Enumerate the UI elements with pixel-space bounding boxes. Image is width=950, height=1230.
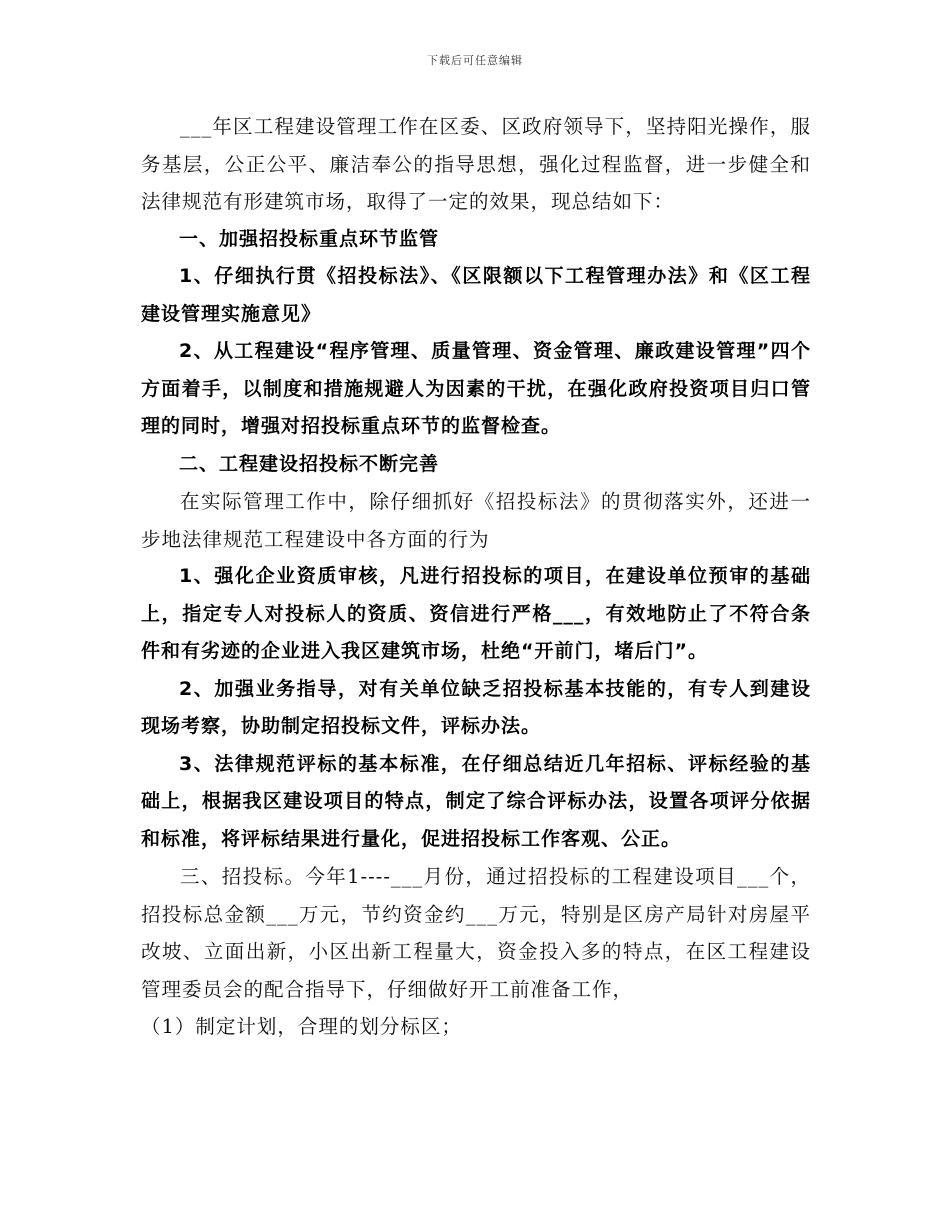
paragraph-3-item-1: （1）制定计划，合理的划分标区； <box>141 1015 462 1038</box>
paragraph-2-1: 1、强化企业资质审核，凡进行招投标的项目，在建设单位预审的基础上，指定专人对投标人的资质、资信进行严格___，有效地防止了不符合条件和有劣迹的企业进入我区建筑市场，杜绝“开前门，堵后门”。 <box>141 565 811 662</box>
section-heading-1: 一、加强招投标重点环节监管 <box>179 227 440 250</box>
paragraph-1-1: 1、仔细执行贯《招投标法》、《区限额以下工程管理办法》和《区工程建设管理实施意见》 <box>141 265 811 325</box>
paragraph-2-2: 2、加强业务指导，对有关单位缺乏招投标基本技能的，有专人到建设现场考察，协助制定招投标文件，评标办法。 <box>141 677 811 737</box>
paragraph-1-2: 2、从工程建设“程序管理、质量管理、资金管理、廉政建设管理”四个方面着手，以制度和措施规避人为因素的干扰，在强化政府投资项目归口管理的同时，增强对招投标重点环节的监督检查。 <box>141 340 811 437</box>
section-heading-2: 二、工程建设招投标不断完善 <box>179 452 440 475</box>
paragraph-2-3: 3、法律规范评标的基本标准，在仔细总结近几年招标、评标经验的基础上，根据我区建设项目的特点，制定了综合评标办法，设置各项评分依据和标准，将评标结果进行量化，促进招投标工作客观、公正。 <box>141 752 811 850</box>
page-header: 下载后可任意编辑 <box>427 54 523 67</box>
paragraph-intro: ___年区工程建设管理工作在区委、区政府领导下，坚持阳光操作，服务基层，公正公平、廉洁奉公的指导思想，强化过程监督，进一步健全和法律规范有形建筑市场，取得了一定的效果，现总结如下： <box>141 115 811 213</box>
document-body <box>141 108 811 1046</box>
paragraph-3: 三、招投标。今年1----___月份，通过招投标的工程建设项目___个，招投标总金额___万元，节约资金约___万元，特别是区房产局针对房屋平改坡、立面出新，小区出新工程量大，资金投入多的特点，在区工程建设管理委员会的配合指导下，仔细做好开工前准备工作， <box>141 865 811 1001</box>
paragraph-2-intro: 在实际管理工作中，除仔细抓好《招投标法》的贯彻落实外，还进一步地法律规范工程建设中各方面的行为 <box>141 490 811 551</box>
